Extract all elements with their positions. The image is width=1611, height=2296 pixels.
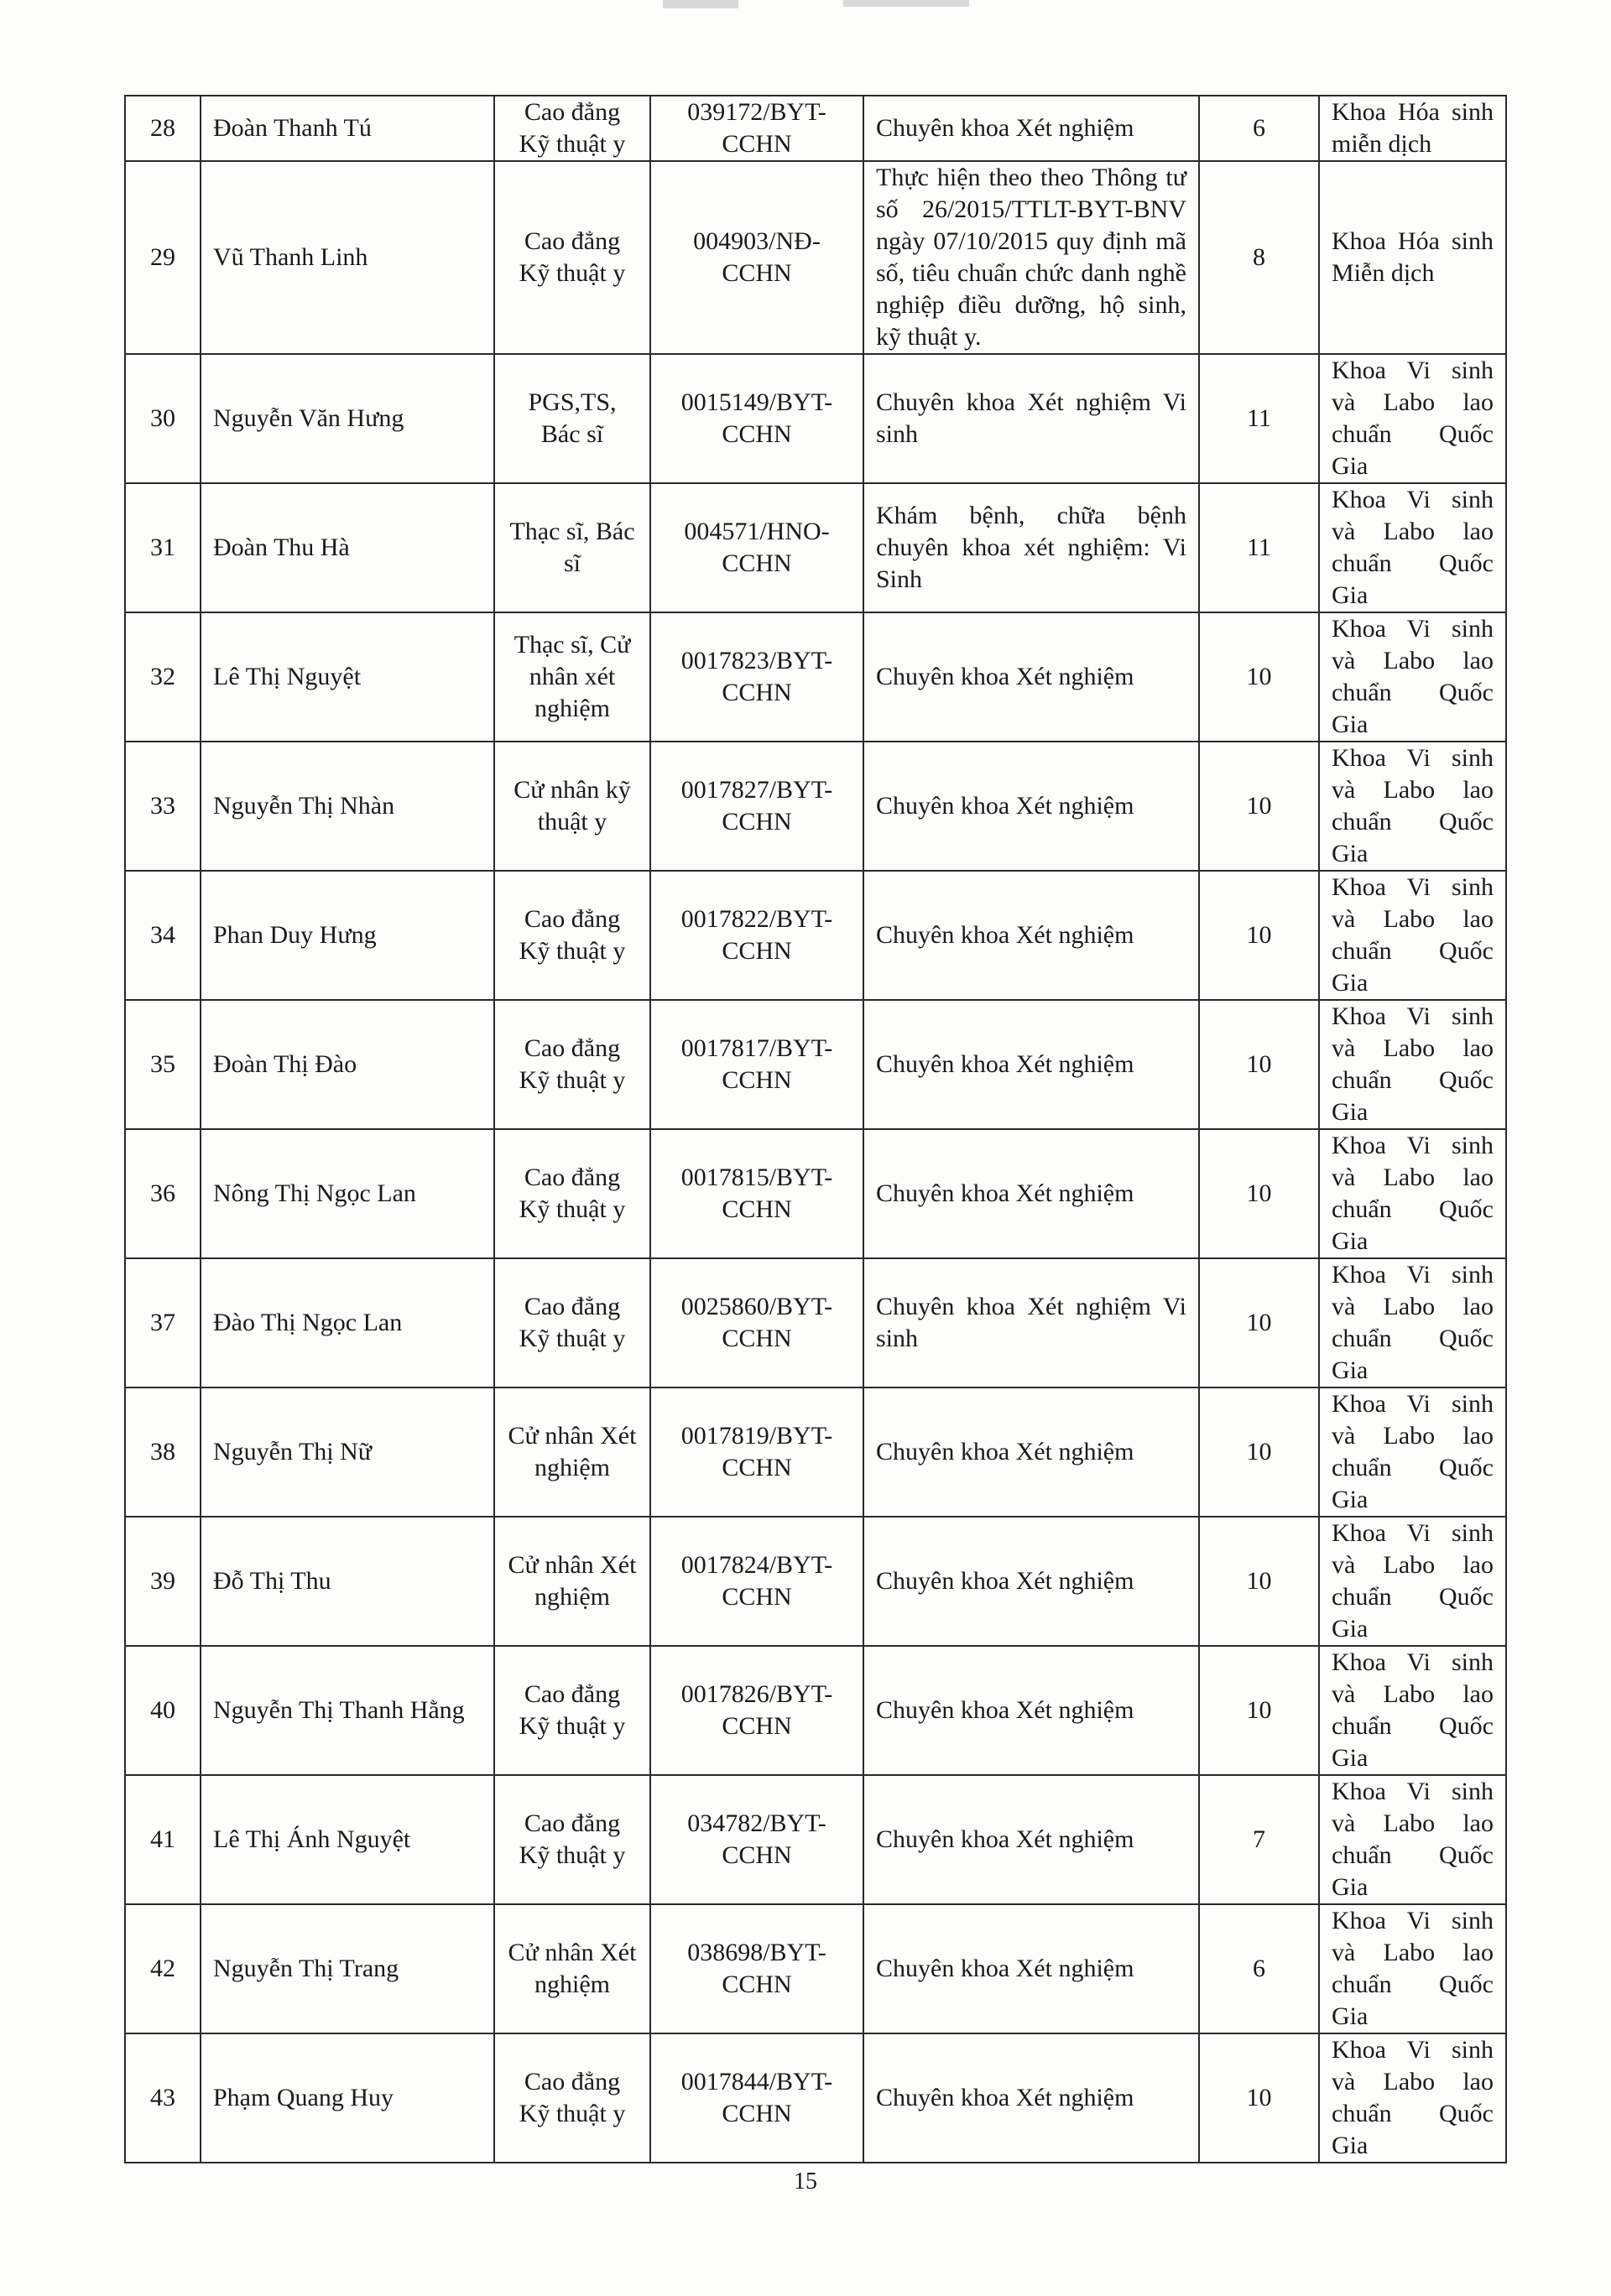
qualification-cell: Cử nhân Xét nghiệm	[494, 1904, 650, 2033]
practice-scope-cell: Khám bệnh, chữa bệnh chuyên khoa xét nghiệm: Vi Sinh	[863, 483, 1199, 612]
qualification-cell: Cao đẳng Kỹ thuật y	[494, 1000, 650, 1129]
experience-years-cell: 10	[1199, 1129, 1319, 1258]
table-row	[125, 1904, 1506, 2033]
department-cell: Khoa Vi sinh và Labo lao chuẩn Quốc Gia	[1319, 483, 1506, 612]
qualification-cell: Cử nhân kỹ thuật y	[494, 742, 650, 871]
department-cell: Khoa Vi sinh và Labo lao chuẩn Quốc Gia	[1319, 871, 1506, 1000]
qualification-cell: Cao đẳng Kỹ thuật y	[494, 1129, 650, 1258]
qualification-cell: Cao đẳng Kỹ thuật y	[494, 1646, 650, 1775]
certificate-number-cell: 0017815/BYT-CCHN	[650, 1129, 863, 1258]
experience-years-cell: 10	[1199, 871, 1319, 1000]
experience-years-cell: 7	[1199, 1775, 1319, 1904]
row-number-cell: 33	[125, 742, 201, 871]
practice-scope-cell: Chuyên khoa Xét nghiệm	[863, 612, 1199, 742]
qualification-cell: Cao đẳng Kỹ thuật y	[494, 96, 650, 161]
table-row	[125, 742, 1506, 871]
practice-scope-cell: Chuyên khoa Xét nghiệm	[863, 2033, 1199, 2163]
practice-scope-cell: Chuyên khoa Xét nghiệm	[863, 1775, 1199, 1904]
department-cell: Khoa Vi sinh và Labo lao chuẩn Quốc Gia	[1319, 354, 1506, 483]
staff-name-cell: Lê Thị Ánh Nguyệt	[201, 1775, 494, 1904]
experience-years-cell: 10	[1199, 1517, 1319, 1646]
staff-name-cell: Nông Thị Ngọc Lan	[201, 1129, 494, 1258]
row-number-cell: 38	[125, 1387, 201, 1517]
certificate-number-cell: 0017826/BYT-CCHN	[650, 1646, 863, 1775]
table-row	[125, 354, 1506, 483]
department-cell: Khoa Vi sinh và Labo lao chuẩn Quốc Gia	[1319, 2033, 1506, 2163]
practice-scope-cell: Thực hiện theo theo Thông tư số 26/2015/TTLT-BYT-BNV ngày 07/10/2015 quy định mã số, tiêu chuẩn chức danh nghề nghiệp điều dưỡng, hộ sinh, kỹ thuật y.	[863, 161, 1199, 354]
table-row	[125, 1517, 1506, 1646]
staff-name-cell: Đào Thị Ngọc Lan	[201, 1258, 494, 1387]
staff-name-cell: Phạm Quang Huy	[201, 2033, 494, 2163]
row-number-cell: 29	[125, 161, 201, 354]
staff-name-cell: Đỗ Thị Thu	[201, 1517, 494, 1646]
practice-scope-cell: Chuyên khoa Xét nghiệm	[863, 1129, 1199, 1258]
row-number-cell: 43	[125, 2033, 201, 2163]
department-cell: Khoa Vi sinh và Labo lao chuẩn Quốc Gia	[1319, 742, 1506, 871]
table-row	[125, 1258, 1506, 1387]
practice-scope-cell: Chuyên khoa Xét nghiệm	[863, 742, 1199, 871]
staff-name-cell: Nguyễn Thị Nữ	[201, 1387, 494, 1517]
certificate-number-cell: 0015149/BYT-CCHN	[650, 354, 863, 483]
row-number-cell: 31	[125, 483, 201, 612]
table-row	[125, 96, 1506, 161]
row-number-cell: 42	[125, 1904, 201, 2033]
row-number-cell: 36	[125, 1129, 201, 1258]
certificate-number-cell: 0017822/BYT-CCHN	[650, 871, 863, 1000]
table-row	[125, 1775, 1506, 1904]
staff-name-cell: Nguyễn Thị Nhàn	[201, 742, 494, 871]
row-number-cell: 30	[125, 354, 201, 483]
table-row	[125, 612, 1506, 742]
row-number-cell: 39	[125, 1517, 201, 1646]
department-cell: Khoa Hóa sinh Miễn dịch	[1319, 161, 1506, 354]
experience-years-cell: 10	[1199, 742, 1319, 871]
practice-scope-cell: Chuyên khoa Xét nghiệm	[863, 1904, 1199, 2033]
table-row	[125, 2033, 1506, 2163]
department-cell: Khoa Vi sinh và Labo lao chuẩn Quốc Gia	[1319, 1904, 1506, 2033]
qualification-cell: Thạc sĩ, Bác sĩ	[494, 483, 650, 612]
department-cell: Khoa Vi sinh và Labo lao chuẩn Quốc Gia	[1319, 1129, 1506, 1258]
experience-years-cell: 10	[1199, 1258, 1319, 1387]
experience-years-cell: 10	[1199, 2033, 1319, 2163]
department-cell: Khoa Hóa sinh miễn dịch	[1319, 96, 1506, 161]
department-cell: Khoa Vi sinh và Labo lao chuẩn Quốc Gia	[1319, 1000, 1506, 1129]
qualification-cell: Cao đẳng Kỹ thuật y	[494, 1775, 650, 1904]
qualification-cell: Cao đẳng Kỹ thuật y	[494, 2033, 650, 2163]
certificate-number-cell: 0017844/BYT-CCHN	[650, 2033, 863, 2163]
experience-years-cell: 6	[1199, 96, 1319, 161]
practice-scope-cell: Chuyên khoa Xét nghiệm	[863, 1517, 1199, 1646]
certificate-number-cell: 0017819/BYT-CCHN	[650, 1387, 863, 1517]
staff-name-cell: Đoàn Thị Đào	[201, 1000, 494, 1129]
certificate-number-cell: 0017824/BYT-CCHN	[650, 1517, 863, 1646]
table-row	[125, 161, 1506, 354]
staff-name-cell: Phan Duy Hưng	[201, 871, 494, 1000]
certificate-number-cell: 038698/BYT-CCHN	[650, 1904, 863, 2033]
certificate-number-cell: 0025860/BYT-CCHN	[650, 1258, 863, 1387]
staff-name-cell: Nguyễn Thị Thanh Hằng	[201, 1646, 494, 1775]
practice-scope-cell: Chuyên khoa Xét nghiệm	[863, 1387, 1199, 1517]
qualification-cell: Cao đẳng Kỹ thuật y	[494, 161, 650, 354]
certificate-number-cell: 039172/BYT-CCHN	[650, 96, 863, 161]
certificate-number-cell: 034782/BYT-CCHN	[650, 1775, 863, 1904]
table-row	[125, 1387, 1506, 1517]
scan-artifact-top-right	[843, 0, 969, 7]
practice-scope-cell: Chuyên khoa Xét nghiệm	[863, 96, 1199, 161]
qualification-cell: Cao đẳng Kỹ thuật y	[494, 1258, 650, 1387]
department-cell: Khoa Vi sinh và Labo lao chuẩn Quốc Gia	[1319, 1517, 1506, 1646]
staff-name-cell: Đoàn Thu Hà	[201, 483, 494, 612]
qualification-cell: Cao đẳng Kỹ thuật y	[494, 871, 650, 1000]
table-row	[125, 1129, 1506, 1258]
table-row	[125, 871, 1506, 1000]
experience-years-cell: 10	[1199, 1000, 1319, 1129]
certificate-number-cell: 004903/NĐ-CCHN	[650, 161, 863, 354]
department-cell: Khoa Vi sinh và Labo lao chuẩn Quốc Gia	[1319, 612, 1506, 742]
practice-scope-cell: Chuyên khoa Xét nghiệm	[863, 1000, 1199, 1129]
staff-name-cell: Nguyễn Văn Hưng	[201, 354, 494, 483]
row-number-cell: 41	[125, 1775, 201, 1904]
staff-name-cell: Nguyễn Thị Trang	[201, 1904, 494, 2033]
qualification-cell: PGS,TS, Bác sĩ	[494, 354, 650, 483]
certificate-number-cell: 0017817/BYT-CCHN	[650, 1000, 863, 1129]
qualification-cell: Cử nhân Xét nghiệm	[494, 1387, 650, 1517]
table-row	[125, 1000, 1506, 1129]
table-row	[125, 1646, 1506, 1775]
scan-artifact-top	[663, 0, 738, 8]
row-number-cell: 28	[125, 96, 201, 161]
row-number-cell: 32	[125, 612, 201, 742]
practice-scope-cell: Chuyên khoa Xét nghiệm	[863, 1646, 1199, 1775]
experience-years-cell: 8	[1199, 161, 1319, 354]
staff-name-cell: Vũ Thanh Linh	[201, 161, 494, 354]
row-number-cell: 40	[125, 1646, 201, 1775]
certificate-number-cell: 0017823/BYT-CCHN	[650, 612, 863, 742]
experience-years-cell: 11	[1199, 483, 1319, 612]
experience-years-cell: 10	[1199, 612, 1319, 742]
table-row	[125, 483, 1506, 612]
row-number-cell: 37	[125, 1258, 201, 1387]
certificate-number-cell: 004571/HNO-CCHN	[650, 483, 863, 612]
department-cell: Khoa Vi sinh và Labo lao chuẩn Quốc Gia	[1319, 1775, 1506, 1904]
row-number-cell: 35	[125, 1000, 201, 1129]
staff-name-cell: Đoàn Thanh Tú	[201, 96, 494, 161]
experience-years-cell: 10	[1199, 1646, 1319, 1775]
practice-scope-cell: Chuyên khoa Xét nghiệm	[863, 871, 1199, 1000]
department-cell: Khoa Vi sinh và Labo lao chuẩn Quốc Gia	[1319, 1387, 1506, 1517]
experience-years-cell: 6	[1199, 1904, 1319, 2033]
row-number-cell: 34	[125, 871, 201, 1000]
experience-years-cell: 11	[1199, 354, 1319, 483]
qualification-cell: Thạc sĩ, Cử nhân xét nghiệm	[494, 612, 650, 742]
page-number: 15	[794, 2168, 817, 2194]
staff-table	[124, 95, 1507, 2163]
practice-scope-cell: Chuyên khoa Xét nghiệm Vi sinh	[863, 354, 1199, 483]
staff-name-cell: Lê Thị Nguyệt	[201, 612, 494, 742]
department-cell: Khoa Vi sinh và Labo lao chuẩn Quốc Gia	[1319, 1258, 1506, 1387]
practice-scope-cell: Chuyên khoa Xét nghiệm Vi sinh	[863, 1258, 1199, 1387]
certificate-number-cell: 0017827/BYT-CCHN	[650, 742, 863, 871]
qualification-cell: Cử nhân Xét nghiệm	[494, 1517, 650, 1646]
department-cell: Khoa Vi sinh và Labo lao chuẩn Quốc Gia	[1319, 1646, 1506, 1775]
experience-years-cell: 10	[1199, 1387, 1319, 1517]
